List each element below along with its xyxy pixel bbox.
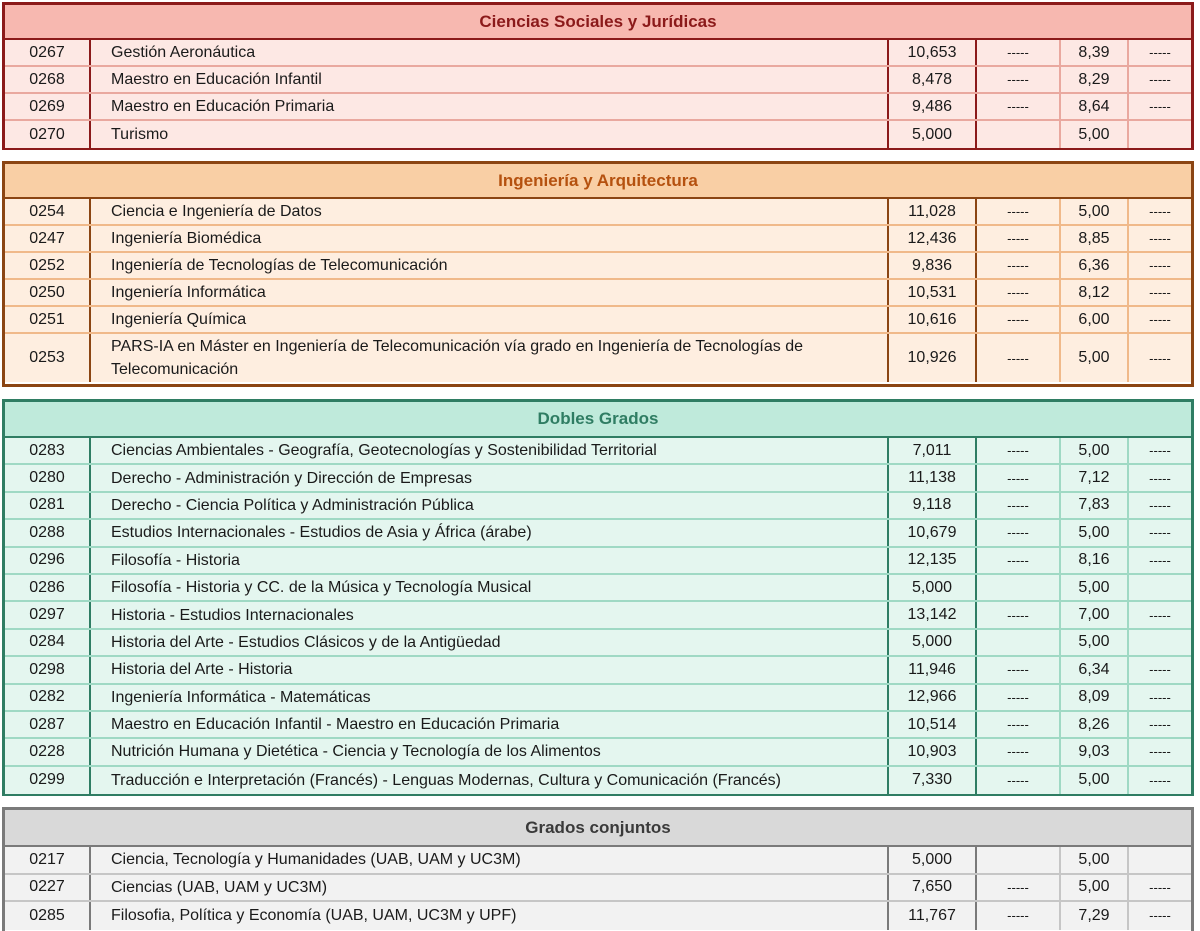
table-row bbox=[5, 67, 1191, 94]
cutoff-dash-2: ----- bbox=[1149, 662, 1171, 678]
cutoff-grade-2: 8,26 bbox=[1061, 712, 1129, 737]
table-row bbox=[5, 548, 1191, 575]
cutoff-dash-2: ----- bbox=[1149, 497, 1171, 513]
degree-name: Historia del Arte - Estudios Clásicos y de la Antigüedad bbox=[91, 630, 889, 655]
cutoff-grade-1: 10,616 bbox=[889, 307, 977, 332]
cutoff-dash-1: ----- bbox=[977, 67, 1061, 92]
cutoff-dash-1 bbox=[977, 575, 1061, 600]
cutoff-dash-2: ----- bbox=[1149, 204, 1171, 219]
cutoff-dash-1: ----- bbox=[977, 253, 1061, 278]
cutoff-dash-2: ----- bbox=[1149, 312, 1171, 327]
degree-code: 0250 bbox=[5, 280, 91, 305]
cutoff-grade-1: 10,903 bbox=[889, 739, 977, 764]
cutoff-dash-1 bbox=[977, 630, 1061, 655]
cutoff-grade-2: 8,29 bbox=[1061, 67, 1129, 92]
degree-name: Ingeniería Química bbox=[91, 307, 889, 332]
degree-name: Ingeniería Biomédica bbox=[91, 226, 889, 251]
cutoff-dash-1: ----- bbox=[977, 902, 1061, 930]
cutoff-grade-2: 7,00 bbox=[1061, 602, 1129, 627]
degree-name: PARS-IA en Máster en Ingeniería de Telecomunicación vía grado en Ingeniería de Tecnologías de Telecomunicación bbox=[91, 334, 889, 382]
degree-code: 0298 bbox=[5, 657, 91, 682]
degree-name: Ciencia e Ingeniería de Datos bbox=[91, 199, 889, 224]
degree-name: Gestión Aeronáutica bbox=[91, 40, 889, 65]
cutoff-grade-2: 8,64 bbox=[1061, 94, 1129, 119]
cutoff-dash-2: ----- bbox=[1149, 744, 1171, 760]
degree-name: Ciencias Ambientales - Geografía, Geotecnologías y Sostenibilidad Territorial bbox=[91, 438, 889, 463]
cutoff-grade-1: 5,000 bbox=[889, 575, 977, 600]
degree-name: Ingeniería de Tecnologías de Telecomunicación bbox=[91, 253, 889, 278]
cutoff-grade-1: 9,486 bbox=[889, 94, 977, 119]
cutoff-dash-2: ----- bbox=[1149, 45, 1171, 60]
cutoff-dash-1: ----- bbox=[977, 875, 1061, 901]
cutoff-grade-1: 13,142 bbox=[889, 602, 977, 627]
degree-name: Estudios Internacionales - Estudios de Asia y África (árabe) bbox=[91, 520, 889, 545]
cutoff-grade-2: 6,00 bbox=[1061, 307, 1129, 332]
section-title: Grados conjuntos bbox=[5, 810, 1191, 847]
cutoff-grade-1: 5,000 bbox=[889, 847, 977, 873]
section-title: Ciencias Sociales y Jurídicas bbox=[5, 5, 1191, 40]
table-row bbox=[5, 630, 1191, 657]
cutoff-dash-2 bbox=[1129, 630, 1191, 655]
degree-code: 0281 bbox=[5, 493, 91, 518]
section-title: Ingeniería y Arquitectura bbox=[5, 164, 1191, 199]
cutoff-dash-1: ----- bbox=[977, 602, 1061, 627]
table-row bbox=[5, 739, 1191, 766]
cutoff-grade-2: 8,12 bbox=[1061, 280, 1129, 305]
cutoff-grade-2: 8,85 bbox=[1061, 226, 1129, 251]
table-row bbox=[5, 847, 1191, 875]
degree-name: Ingeniería Informática bbox=[91, 280, 889, 305]
table-row bbox=[5, 575, 1191, 602]
cutoff-grade-1: 12,436 bbox=[889, 226, 977, 251]
cutoff-dash-2: ----- bbox=[1149, 350, 1171, 366]
cutoff-grade-2: 5,00 bbox=[1061, 334, 1129, 382]
cutoff-grade-1: 11,138 bbox=[889, 465, 977, 490]
table-row bbox=[5, 307, 1191, 334]
cutoff-dash-1: ----- bbox=[977, 226, 1061, 251]
degree-name: Traducción e Interpretación (Francés) - Lenguas Modernas, Cultura y Comunicación (Francés) bbox=[91, 767, 889, 794]
cutoff-dash-1: ----- bbox=[977, 94, 1061, 119]
cutoff-dash-1 bbox=[977, 847, 1061, 873]
cutoff-grade-2: 6,34 bbox=[1061, 657, 1129, 682]
cutoff-grade-1: 11,946 bbox=[889, 657, 977, 682]
cutoff-grade-2: 5,00 bbox=[1061, 199, 1129, 224]
cutoff-dash-2: ----- bbox=[1149, 607, 1171, 623]
cutoff-dash-2: ----- bbox=[1149, 231, 1171, 246]
degree-code: 0270 bbox=[5, 121, 91, 148]
table-row bbox=[5, 438, 1191, 465]
cutoff-dash-2: ----- bbox=[1149, 443, 1171, 459]
cutoff-dash-1: ----- bbox=[977, 548, 1061, 573]
section-ingenieria bbox=[2, 161, 1194, 387]
cutoff-grade-2: 5,00 bbox=[1061, 875, 1129, 901]
degree-name: Filosofía - Historia bbox=[91, 548, 889, 573]
degree-name: Ciencia, Tecnología y Humanidades (UAB, UAM y UC3M) bbox=[91, 847, 889, 873]
degree-code: 0254 bbox=[5, 199, 91, 224]
cutoff-dash-1: ----- bbox=[977, 40, 1061, 65]
cutoff-grade-1: 7,650 bbox=[889, 875, 977, 901]
degree-name: Turismo bbox=[91, 121, 889, 148]
degree-code: 0247 bbox=[5, 226, 91, 251]
degree-name: Filosofía - Historia y CC. de la Música y Tecnología Musical bbox=[91, 575, 889, 600]
cutoff-dash-2: ----- bbox=[1149, 525, 1171, 541]
table-row bbox=[5, 712, 1191, 739]
cutoff-dash-1: ----- bbox=[977, 739, 1061, 764]
degree-name: Maestro en Educación Infantil bbox=[91, 67, 889, 92]
table-row bbox=[5, 902, 1191, 930]
cutoff-grade-1: 5,000 bbox=[889, 121, 977, 148]
degree-name: Nutrición Humana y Dietética - Ciencia y Tecnología de los Alimentos bbox=[91, 739, 889, 764]
cutoff-grade-1: 10,653 bbox=[889, 40, 977, 65]
table-row bbox=[5, 280, 1191, 307]
table-row bbox=[5, 767, 1191, 794]
table-row bbox=[5, 94, 1191, 121]
degree-name: Filosofia, Política y Economía (UAB, UAM, UC3M y UPF) bbox=[91, 902, 889, 930]
cutoff-grade-1: 9,118 bbox=[889, 493, 977, 518]
cutoff-grade-2: 5,00 bbox=[1061, 847, 1129, 873]
cutoff-dash-1: ----- bbox=[977, 493, 1061, 518]
section-dobles-grados bbox=[2, 399, 1194, 796]
degree-code: 0284 bbox=[5, 630, 91, 655]
table-row bbox=[5, 121, 1191, 148]
table-row bbox=[5, 465, 1191, 492]
cutoff-dash-1: ----- bbox=[977, 438, 1061, 463]
cutoff-grade-1: 7,011 bbox=[889, 438, 977, 463]
degree-code: 0217 bbox=[5, 847, 91, 873]
cutoff-dash-2: ----- bbox=[1149, 879, 1171, 895]
cutoff-grade-1: 11,767 bbox=[889, 902, 977, 930]
cutoff-grade-1: 10,679 bbox=[889, 520, 977, 545]
cutoff-grade-1: 8,478 bbox=[889, 67, 977, 92]
degree-code: 0299 bbox=[5, 767, 91, 794]
degree-code: 0267 bbox=[5, 40, 91, 65]
table-row bbox=[5, 40, 1191, 67]
cutoff-grade-2: 5,00 bbox=[1061, 520, 1129, 545]
cutoff-dash-1: ----- bbox=[977, 280, 1061, 305]
cutoff-grade-2: 9,03 bbox=[1061, 739, 1129, 764]
table-row bbox=[5, 602, 1191, 629]
cutoff-grade-1: 10,514 bbox=[889, 712, 977, 737]
cutoff-grade-1: 5,000 bbox=[889, 630, 977, 655]
section-title: Dobles Grados bbox=[5, 402, 1191, 438]
cutoff-grade-1: 12,966 bbox=[889, 685, 977, 710]
cutoff-grade-2: 8,09 bbox=[1061, 685, 1129, 710]
cutoff-dash-2: ----- bbox=[1149, 258, 1171, 273]
table-row bbox=[5, 199, 1191, 226]
cutoff-grade-2: 5,00 bbox=[1061, 575, 1129, 600]
degree-code: 0252 bbox=[5, 253, 91, 278]
cutoff-dash-2: ----- bbox=[1149, 99, 1171, 114]
cutoff-dash-2 bbox=[1129, 575, 1191, 600]
cutoff-dash-2: ----- bbox=[1149, 689, 1171, 705]
cutoff-grade-2: 5,00 bbox=[1061, 630, 1129, 655]
cutoff-dash-2: ----- bbox=[1149, 552, 1171, 568]
degree-name: Ciencias (UAB, UAM y UC3M) bbox=[91, 875, 889, 901]
degree-code: 0297 bbox=[5, 602, 91, 627]
degree-name: Ingeniería Informática - Matemáticas bbox=[91, 685, 889, 710]
degree-name: Maestro en Educación Infantil - Maestro en Educación Primaria bbox=[91, 712, 889, 737]
degree-code: 0286 bbox=[5, 575, 91, 600]
degree-code: 0283 bbox=[5, 438, 91, 463]
cutoff-dash-2: ----- bbox=[1149, 717, 1171, 733]
table-row bbox=[5, 657, 1191, 684]
cutoff-dash-1: ----- bbox=[977, 307, 1061, 332]
degree-code: 0285 bbox=[5, 902, 91, 930]
cutoff-dash-2: ----- bbox=[1149, 772, 1171, 788]
cutoff-grade-2: 5,00 bbox=[1061, 121, 1129, 148]
table-row bbox=[5, 685, 1191, 712]
degree-name: Maestro en Educación Primaria bbox=[91, 94, 889, 119]
cutoff-grade-2: 8,16 bbox=[1061, 548, 1129, 573]
degree-code: 0227 bbox=[5, 875, 91, 901]
cutoff-dash-1 bbox=[977, 121, 1061, 148]
cutoff-dash-2 bbox=[1129, 121, 1191, 148]
cutoff-grade-1: 10,926 bbox=[889, 334, 977, 382]
cutoff-grade-1: 10,531 bbox=[889, 280, 977, 305]
cutoff-dash-1: ----- bbox=[977, 199, 1061, 224]
cutoff-dash-2 bbox=[1129, 847, 1191, 873]
section-ciencias-sociales bbox=[2, 2, 1194, 150]
table-row bbox=[5, 520, 1191, 547]
degree-code: 0268 bbox=[5, 67, 91, 92]
degree-code: 0251 bbox=[5, 307, 91, 332]
degree-code: 0228 bbox=[5, 739, 91, 764]
cutoff-dash-2: ----- bbox=[1149, 908, 1171, 924]
cutoff-grade-1: 9,836 bbox=[889, 253, 977, 278]
cutoff-grade-2: 7,12 bbox=[1061, 465, 1129, 490]
cutoff-grade-2: 7,83 bbox=[1061, 493, 1129, 518]
cutoff-grade-1: 11,028 bbox=[889, 199, 977, 224]
cutoff-dash-1: ----- bbox=[977, 767, 1061, 794]
section-grados-conjuntos bbox=[2, 807, 1194, 931]
degree-code: 0282 bbox=[5, 685, 91, 710]
cutoff-dash-1: ----- bbox=[977, 657, 1061, 682]
cutoff-grade-2: 5,00 bbox=[1061, 767, 1129, 794]
degree-code: 0288 bbox=[5, 520, 91, 545]
cutoff-grade-1: 7,330 bbox=[889, 767, 977, 794]
degree-name: Derecho - Ciencia Política y Administración Pública bbox=[91, 493, 889, 518]
cutoff-dash-2: ----- bbox=[1149, 72, 1171, 87]
cutoff-dash-1: ----- bbox=[977, 712, 1061, 737]
cutoff-grade-2: 8,39 bbox=[1061, 40, 1129, 65]
degree-code: 0287 bbox=[5, 712, 91, 737]
degree-code: 0280 bbox=[5, 465, 91, 490]
table-row bbox=[5, 493, 1191, 520]
table-row bbox=[5, 253, 1191, 280]
table-row bbox=[5, 334, 1191, 382]
cutoff-grade-2: 7,29 bbox=[1061, 902, 1129, 930]
table-row bbox=[5, 875, 1191, 903]
cutoff-dash-1: ----- bbox=[977, 465, 1061, 490]
cutoff-dash-1: ----- bbox=[977, 520, 1061, 545]
degree-code: 0296 bbox=[5, 548, 91, 573]
cutoff-grade-1: 12,135 bbox=[889, 548, 977, 573]
table-row bbox=[5, 226, 1191, 253]
cutoff-dash-2: ----- bbox=[1149, 470, 1171, 486]
degree-name: Historia - Estudios Internacionales bbox=[91, 602, 889, 627]
degree-code: 0269 bbox=[5, 94, 91, 119]
cutoff-dash-1: ----- bbox=[977, 334, 1061, 382]
cutoff-grade-2: 5,00 bbox=[1061, 438, 1129, 463]
cutoff-grade-2: 6,36 bbox=[1061, 253, 1129, 278]
cutoff-dash-2: ----- bbox=[1149, 285, 1171, 300]
degree-code: 0253 bbox=[5, 334, 91, 382]
cutoff-dash-1: ----- bbox=[977, 685, 1061, 710]
degree-name: Derecho - Administración y Dirección de Empresas bbox=[91, 465, 889, 490]
degree-name: Historia del Arte - Historia bbox=[91, 657, 889, 682]
